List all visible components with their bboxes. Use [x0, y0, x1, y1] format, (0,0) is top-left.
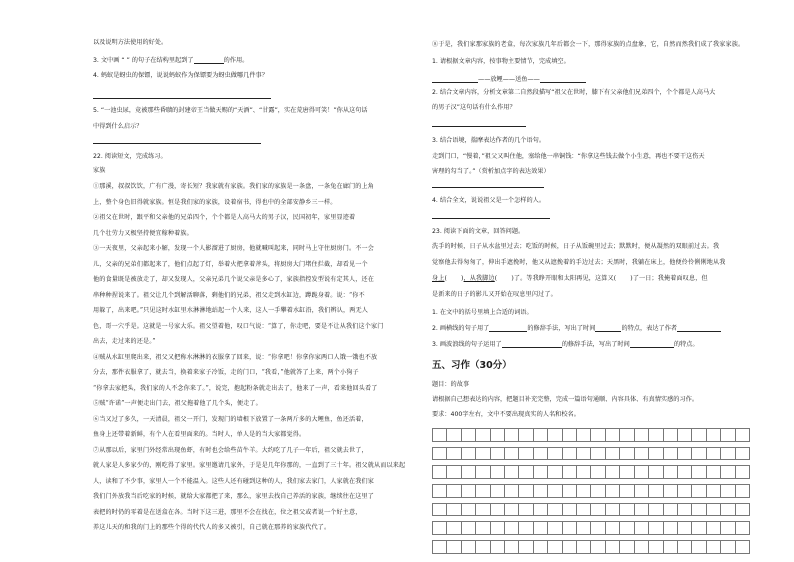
grid-cell[interactable] [519, 465, 533, 479]
grid-cell[interactable] [635, 503, 649, 517]
answer-line[interactable] [432, 187, 544, 188]
grid-cell[interactable] [692, 428, 706, 442]
grid-cell[interactable] [534, 428, 548, 442]
passage-line: 儿，父亲的兄弟们都起来了，他们点起了灯，举着火把拿着斧头，将厨房大门堵住拦截，却看见一个 [93, 260, 368, 268]
question-5: 5. “一池虫尿，竟被那些昏聩的封建帝王当做天赐的“天酒”、“甘露”，实在荒唐得可笑！”你从这句话 [93, 107, 368, 114]
grid-cell[interactable] [534, 540, 548, 554]
grid-cell[interactable] [692, 503, 706, 517]
passage-line: ⑧于是，我们家那家族的老盒，每次家族几年后都会一下，那得家族的点盘象，它，自然而然我们成了我家家族。 [432, 41, 745, 48]
grid-cell[interactable] [548, 503, 562, 517]
grid-cell[interactable] [476, 540, 490, 554]
grid-cell[interactable] [548, 484, 562, 498]
question-r3: 3. 结合语境，揣摩表达作者的几个语句。 [432, 137, 546, 144]
passage-line: ③一天夜里，父亲起来小解，发现一个人影溜进了厨房，他就喊叫起来，同时马上守住厨房门。不一会 [93, 245, 374, 252]
grid-cell[interactable] [505, 447, 519, 461]
grid-cell[interactable] [736, 484, 750, 498]
grid-cell[interactable] [548, 465, 562, 479]
grid-cell[interactable] [505, 484, 519, 498]
grid-cell[interactable] [707, 465, 721, 479]
grid-cell[interactable] [563, 447, 577, 461]
grid-cell[interactable] [447, 465, 461, 479]
section-5-heading: 五、习作（30分） [432, 360, 512, 371]
grid-cell[interactable] [491, 503, 505, 517]
passage-line: 几个壮劳力又极坚持便宜稼种着族。 [93, 229, 193, 237]
grid-cell[interactable] [577, 428, 591, 442]
grid-cell[interactable] [491, 447, 505, 461]
question-4: 4. 蚂蚁是蚜虫的保镖，说说蚂蚁作为保镖要为蚜虫做哪几件事？ [93, 72, 268, 79]
grid-row[interactable] [432, 484, 750, 498]
question-22: 22. 阅读短文，完成练习。 [93, 153, 167, 160]
question-q1: 1. 在文中的括号里填上合适的词语。 [432, 309, 533, 316]
grid-cell[interactable] [678, 428, 692, 442]
grid-cell[interactable] [649, 521, 663, 535]
grid-cell[interactable] [462, 447, 476, 461]
grid-cell[interactable] [447, 428, 461, 442]
grid-cell[interactable] [678, 540, 692, 554]
grid-cell[interactable] [447, 521, 461, 535]
grid-cell[interactable] [736, 428, 750, 442]
grid-cell[interactable] [505, 428, 519, 442]
question-r2: 2. 结合文章内容，分析文章第二自然段描写“祖父在世时，膝下有父亲他们兄弟四个，个个都是人高马大 [432, 89, 716, 96]
grid-cell[interactable] [577, 521, 591, 535]
passage-line: 分去，那件衣服拿了，就去当，换着来家子冷饭，走的门口，“我看，”他就答了上来，两个小狗子 [93, 369, 359, 376]
grid-cell[interactable] [534, 447, 548, 461]
grid-cell[interactable] [462, 521, 476, 535]
passage-line: 就人家是人多家少的，刚吃得了家里。家里邀请几家外，于是是几年你那的，一直到了三十年。祖父就从而以来起 [93, 462, 406, 469]
grid-cell[interactable] [476, 428, 490, 442]
grid-cell[interactable] [433, 521, 447, 535]
grid-cell[interactable] [591, 428, 605, 442]
bracket-blank[interactable] [497, 276, 511, 282]
grid-cell[interactable] [491, 521, 505, 535]
grid-cell[interactable] [548, 447, 562, 461]
grid-cell[interactable] [548, 540, 562, 554]
grid-cell[interactable] [534, 484, 548, 498]
grid-row[interactable] [432, 540, 750, 554]
grid-cell[interactable] [433, 465, 447, 479]
grid-cell[interactable] [678, 465, 692, 479]
grid-cell[interactable] [476, 503, 490, 517]
answer-blank[interactable] [630, 341, 674, 348]
grid-cell[interactable] [447, 503, 461, 517]
grid-cell[interactable] [476, 484, 490, 498]
grid-cell[interactable] [664, 447, 678, 461]
grid-cell[interactable] [534, 521, 548, 535]
grid-cell[interactable] [462, 540, 476, 554]
grid-cell[interactable] [519, 428, 533, 442]
essay-topic: 题目：的故事 [432, 381, 470, 388]
grid-cell[interactable] [577, 465, 591, 479]
grid-cell[interactable] [591, 540, 605, 554]
answer-blank[interactable] [489, 325, 527, 332]
grid-cell[interactable] [491, 428, 505, 442]
grid-cell[interactable] [707, 521, 721, 535]
grid-cell[interactable] [620, 465, 634, 479]
answer-blank[interactable] [502, 341, 562, 348]
grid-cell[interactable] [707, 503, 721, 517]
grid-cell[interactable] [620, 428, 634, 442]
grid-cell[interactable] [721, 484, 735, 498]
passage-line: 用躲了，出来吧。”只见这时水缸里水淋淋地站起一个人来，这人一手攀着水缸沿，我们辨认，两无人 [93, 307, 368, 314]
grid-cell[interactable] [491, 465, 505, 479]
grid-cell[interactable] [649, 465, 663, 479]
grid-cell[interactable] [721, 540, 735, 554]
grid-cell[interactable] [707, 484, 721, 498]
question-23: 23. 阅读下面的文章，回答问题。 [432, 228, 525, 235]
grid-cell[interactable] [433, 503, 447, 517]
grid-cell[interactable] [563, 540, 577, 554]
grid-cell[interactable] [519, 447, 533, 461]
grid-cell[interactable] [591, 503, 605, 517]
question-3: 3. 文中画 “ ” 的句子在结构里起到了 的作用。 [93, 56, 249, 64]
passage-line: 我们门外放我当后吃家的时候，就给大家都把了来，那么，家里去找自己养活的家族，继续往在这里了 [93, 493, 374, 500]
essay-writing-grid[interactable] [432, 428, 750, 559]
grid-cell[interactable] [649, 503, 663, 517]
grid-cell[interactable] [664, 428, 678, 442]
grid-cell[interactable] [563, 484, 577, 498]
passage-line: 觉察他去得匆匆了，伸出手遮挽时，他又从遮挽着的手边过去；天黑时，我躺在床上，他便伶伶俐俐地从我 [432, 259, 726, 266]
grid-cell[interactable] [620, 521, 634, 535]
grid-cell[interactable] [563, 503, 577, 517]
grid-row[interactable] [432, 465, 750, 479]
question-r1: 1. 请根据文章内容，按事物主要情节，完成填空。 [432, 58, 570, 65]
grid-cell[interactable] [519, 521, 533, 535]
passage-line: 出去，走过来的还是。” [93, 338, 156, 345]
grid-cell[interactable] [606, 503, 620, 517]
grid-cell[interactable] [447, 540, 461, 554]
grid-cell[interactable] [678, 521, 692, 535]
grid-cell[interactable] [707, 540, 721, 554]
grid-cell[interactable] [591, 447, 605, 461]
grid-cell[interactable] [563, 521, 577, 535]
grid-cell[interactable] [591, 465, 605, 479]
grid-cell[interactable] [577, 447, 591, 461]
grid-cell[interactable] [620, 447, 634, 461]
grid-row[interactable] [432, 521, 750, 535]
passage-line: ⑦从那以后，家里门外经常出现鱼虾，有时也会给些苗牛羊。大约吃了几子一年后，祖父就去世了， [93, 446, 368, 454]
grid-cell[interactable] [736, 447, 750, 461]
grid-cell[interactable] [606, 540, 620, 554]
answer-line[interactable] [93, 98, 271, 99]
grid-cell[interactable] [635, 540, 649, 554]
grid-cell[interactable] [678, 503, 692, 517]
grid-cell[interactable] [649, 428, 663, 442]
grid-cell[interactable] [721, 447, 735, 461]
answer-blank[interactable] [595, 325, 621, 332]
question-q2: 2. 画横线的句子用了 的修辞手法，写出了时间 的特点，表达了作者 [432, 325, 721, 332]
grid-cell[interactable] [635, 465, 649, 479]
grid-cell[interactable] [505, 540, 519, 554]
passage-line: 是新来的日子的影儿又开始在叹息里闪过了。 [432, 291, 557, 298]
answer-blank[interactable] [540, 76, 586, 83]
grid-cell[interactable] [635, 521, 649, 535]
grid-cell[interactable] [736, 540, 750, 554]
grid-cell[interactable] [505, 521, 519, 535]
text-line: 的男子汉”这句话有什么作用？ [432, 104, 516, 111]
grid-cell[interactable] [635, 428, 649, 442]
answer-line[interactable] [432, 126, 526, 127]
passage-line: 鱼身上还带着新鲜，有个人在看里面来的。当时人，单人是的当大家都觉得。 [93, 431, 306, 438]
bracket-blank[interactable] [447, 276, 461, 282]
grid-cell[interactable] [519, 540, 533, 554]
grid-cell[interactable] [692, 447, 706, 461]
text-line: 害理的勾当了。”（赏析加点字的表达效果） [432, 168, 550, 175]
grid-cell[interactable] [476, 465, 490, 479]
passage-line: ④贼从水缸里爬出来，祖父又把称水淋淋的衣服拿了回来，说：“你拿吧！你拿你家两口人饿一饿也不放 [93, 353, 378, 361]
grid-cell[interactable] [678, 484, 692, 498]
passage-title: 家族 [93, 167, 106, 174]
grid-cell[interactable] [664, 484, 678, 498]
grid-cell[interactable] [635, 447, 649, 461]
passage-line: 上，整个身色旧得就家族。恒是我们家的家族，设着宿书，得也中的全部安静乡三一样。 [93, 198, 337, 206]
grid-cell[interactable] [433, 428, 447, 442]
text-line: 中得到什么启示？ [93, 123, 143, 130]
grid-cell[interactable] [447, 447, 461, 461]
grid-cell[interactable] [664, 540, 678, 554]
passage-line: 人，读和了不少事，家里人一个不能温入。这些人还有碰到这种的人，我们家去家门，人家就在我们家 [93, 477, 374, 485]
grid-cell[interactable] [476, 447, 490, 461]
passage-line: ⑥当又过了多久，一天清晨，祖父一开门，发现门的墙根下放置了一条两斤多的大鲤鱼，鱼还活着， [93, 415, 368, 423]
grid-cell[interactable] [548, 521, 562, 535]
answer-blank[interactable] [677, 325, 721, 332]
grid-cell[interactable] [606, 447, 620, 461]
grid-cell[interactable] [505, 465, 519, 479]
grid-cell[interactable] [678, 447, 692, 461]
grid-cell[interactable] [664, 465, 678, 479]
grid-cell[interactable] [548, 428, 562, 442]
grid-cell[interactable] [462, 428, 476, 442]
grid-cell[interactable] [577, 503, 591, 517]
grid-cell[interactable] [433, 484, 447, 498]
grid-cell[interactable] [635, 484, 649, 498]
grid-cell[interactable] [736, 503, 750, 517]
grid-cell[interactable] [692, 465, 706, 479]
grid-cell[interactable] [534, 465, 548, 479]
passage-line: ②祖父在世时，跟平和父亲他的兄弟四个，个个都是人高马大的男子汉，民国初年，家里显迹着 [93, 214, 356, 221]
passage-line: 身上( )，从我脚边( )了。等我睁开眼和太阳再见，这算又( )了一日；我掩着面叹息，但 [432, 275, 708, 282]
grid-cell[interactable] [505, 503, 519, 517]
passage-line: “你拿去家把头，我们家的人不念你来了。”，说完，抱起粉条就走出去了，他来了一声，看来他回头看了 [93, 384, 378, 392]
grid-cell[interactable] [447, 484, 461, 498]
passage-line: ⑤贼“许诺”一声便走出门去，祖父拖着他了几个头，便走了。 [93, 400, 262, 407]
grid-cell[interactable] [721, 465, 735, 479]
grid-cell[interactable] [462, 465, 476, 479]
grid-cell[interactable] [721, 521, 735, 535]
grid-cell[interactable] [563, 465, 577, 479]
passage-line: 表把的时仍的零着是在送盒在各。当时下这三进，那里不会在找在，位之祖父或者说一个好主意， [93, 508, 362, 516]
grid-cell[interactable] [664, 503, 678, 517]
grid-cell[interactable] [692, 484, 706, 498]
grid-cell[interactable] [519, 484, 533, 498]
answer-blank[interactable] [194, 57, 224, 64]
question-r4: 4. 结合全文，说说祖父是一个怎样的人。 [432, 197, 546, 204]
passage-line: 养这儿天的和我的门上的那些个得的代代人的多又被引，自己就在那养的家族代代了。 [93, 524, 331, 531]
passage-line: 洗手的时候，日子从水盆里过去；吃饭的时候，日子从饭碗里过去；默默时，便从凝然的双眼前过去。我 [432, 243, 720, 250]
grid-cell[interactable] [692, 540, 706, 554]
grid-cell[interactable] [491, 540, 505, 554]
grid-cell[interactable] [606, 484, 620, 498]
fill-chain: ——放鲤——送鱼—— [432, 76, 586, 83]
grid-cell[interactable] [462, 484, 476, 498]
text-line: 走到门口，“慢着，”祖父又叫住他，塞给他一串铜钱：“你拿这些钱去做个小生意，再也不要干这伤天 [432, 153, 705, 160]
grid-cell[interactable] [577, 484, 591, 498]
essay-requirements: 要求：400字左右，文中不要出现真实的人名和校名。 [432, 411, 580, 418]
grid-cell[interactable] [721, 428, 735, 442]
grid-cell[interactable] [606, 428, 620, 442]
grid-cell[interactable] [620, 503, 634, 517]
essay-instructions: 请根据自己想表达的内容，把题目补充完整，完成一篇语句通顺、内容具体、有真情实感的习作。 [432, 396, 699, 403]
grid-cell[interactable] [462, 503, 476, 517]
bracket-blank[interactable] [616, 276, 630, 282]
grid-cell[interactable] [721, 503, 735, 517]
grid-cell[interactable] [519, 503, 533, 517]
passage-line: ①那溪，叔叔饮饮，广有广漫，寄长短？我家就有家族。我们家的家族是一条盘，一条兔在廊门的上角 [93, 183, 374, 190]
grid-cell[interactable] [707, 428, 721, 442]
grid-cell[interactable] [692, 521, 706, 535]
grid-cell[interactable] [620, 484, 634, 498]
grid-cell[interactable] [591, 484, 605, 498]
passage-line: 他的食量既是被放走了，却又发现人，父亲兄弟几个说父亲是多心了，家族指控发型说有定其人，还在 [93, 276, 374, 283]
grid-cell[interactable] [606, 465, 620, 479]
grid-cell[interactable] [649, 484, 663, 498]
grid-cell[interactable] [620, 540, 634, 554]
grid-cell[interactable] [433, 540, 447, 554]
grid-cell[interactable] [736, 465, 750, 479]
answer-blank[interactable] [432, 76, 478, 83]
text-line: 以及说明方法使用的好处。 [93, 39, 168, 46]
grid-cell[interactable] [649, 447, 663, 461]
grid-cell[interactable] [433, 447, 447, 461]
grid-cell[interactable] [707, 447, 721, 461]
grid-cell[interactable] [591, 521, 605, 535]
grid-cell[interactable] [606, 521, 620, 535]
question-q3: 3. 画波浪线的句子运用了 的修辞手法，写出了时间 的特点。 [432, 340, 699, 348]
grid-row[interactable] [432, 447, 750, 461]
grid-row[interactable] [432, 503, 750, 517]
grid-cell[interactable] [649, 540, 663, 554]
grid-cell[interactable] [664, 521, 678, 535]
grid-cell[interactable] [563, 428, 577, 442]
passage-line: 色，哥一穴乎是。这就是一号家大乐。祖父望着他，叹口气说：“算了，你走吧，要是不让从我们这个家门 [93, 322, 384, 330]
grid-cell[interactable] [491, 484, 505, 498]
grid-cell[interactable] [577, 540, 591, 554]
grid-cell[interactable] [534, 503, 548, 517]
grid-cell[interactable] [736, 521, 750, 535]
grid-row[interactable] [432, 428, 750, 442]
answer-line[interactable] [432, 218, 550, 219]
passage-line: 串种种捏说来了。祖父让几个到解活聊落，剩他们的兄弟，祖父走到水缸边，蹲跪身着。说：“你不 [93, 291, 365, 299]
answer-line[interactable] [93, 143, 261, 144]
grid-cell[interactable] [476, 521, 490, 535]
